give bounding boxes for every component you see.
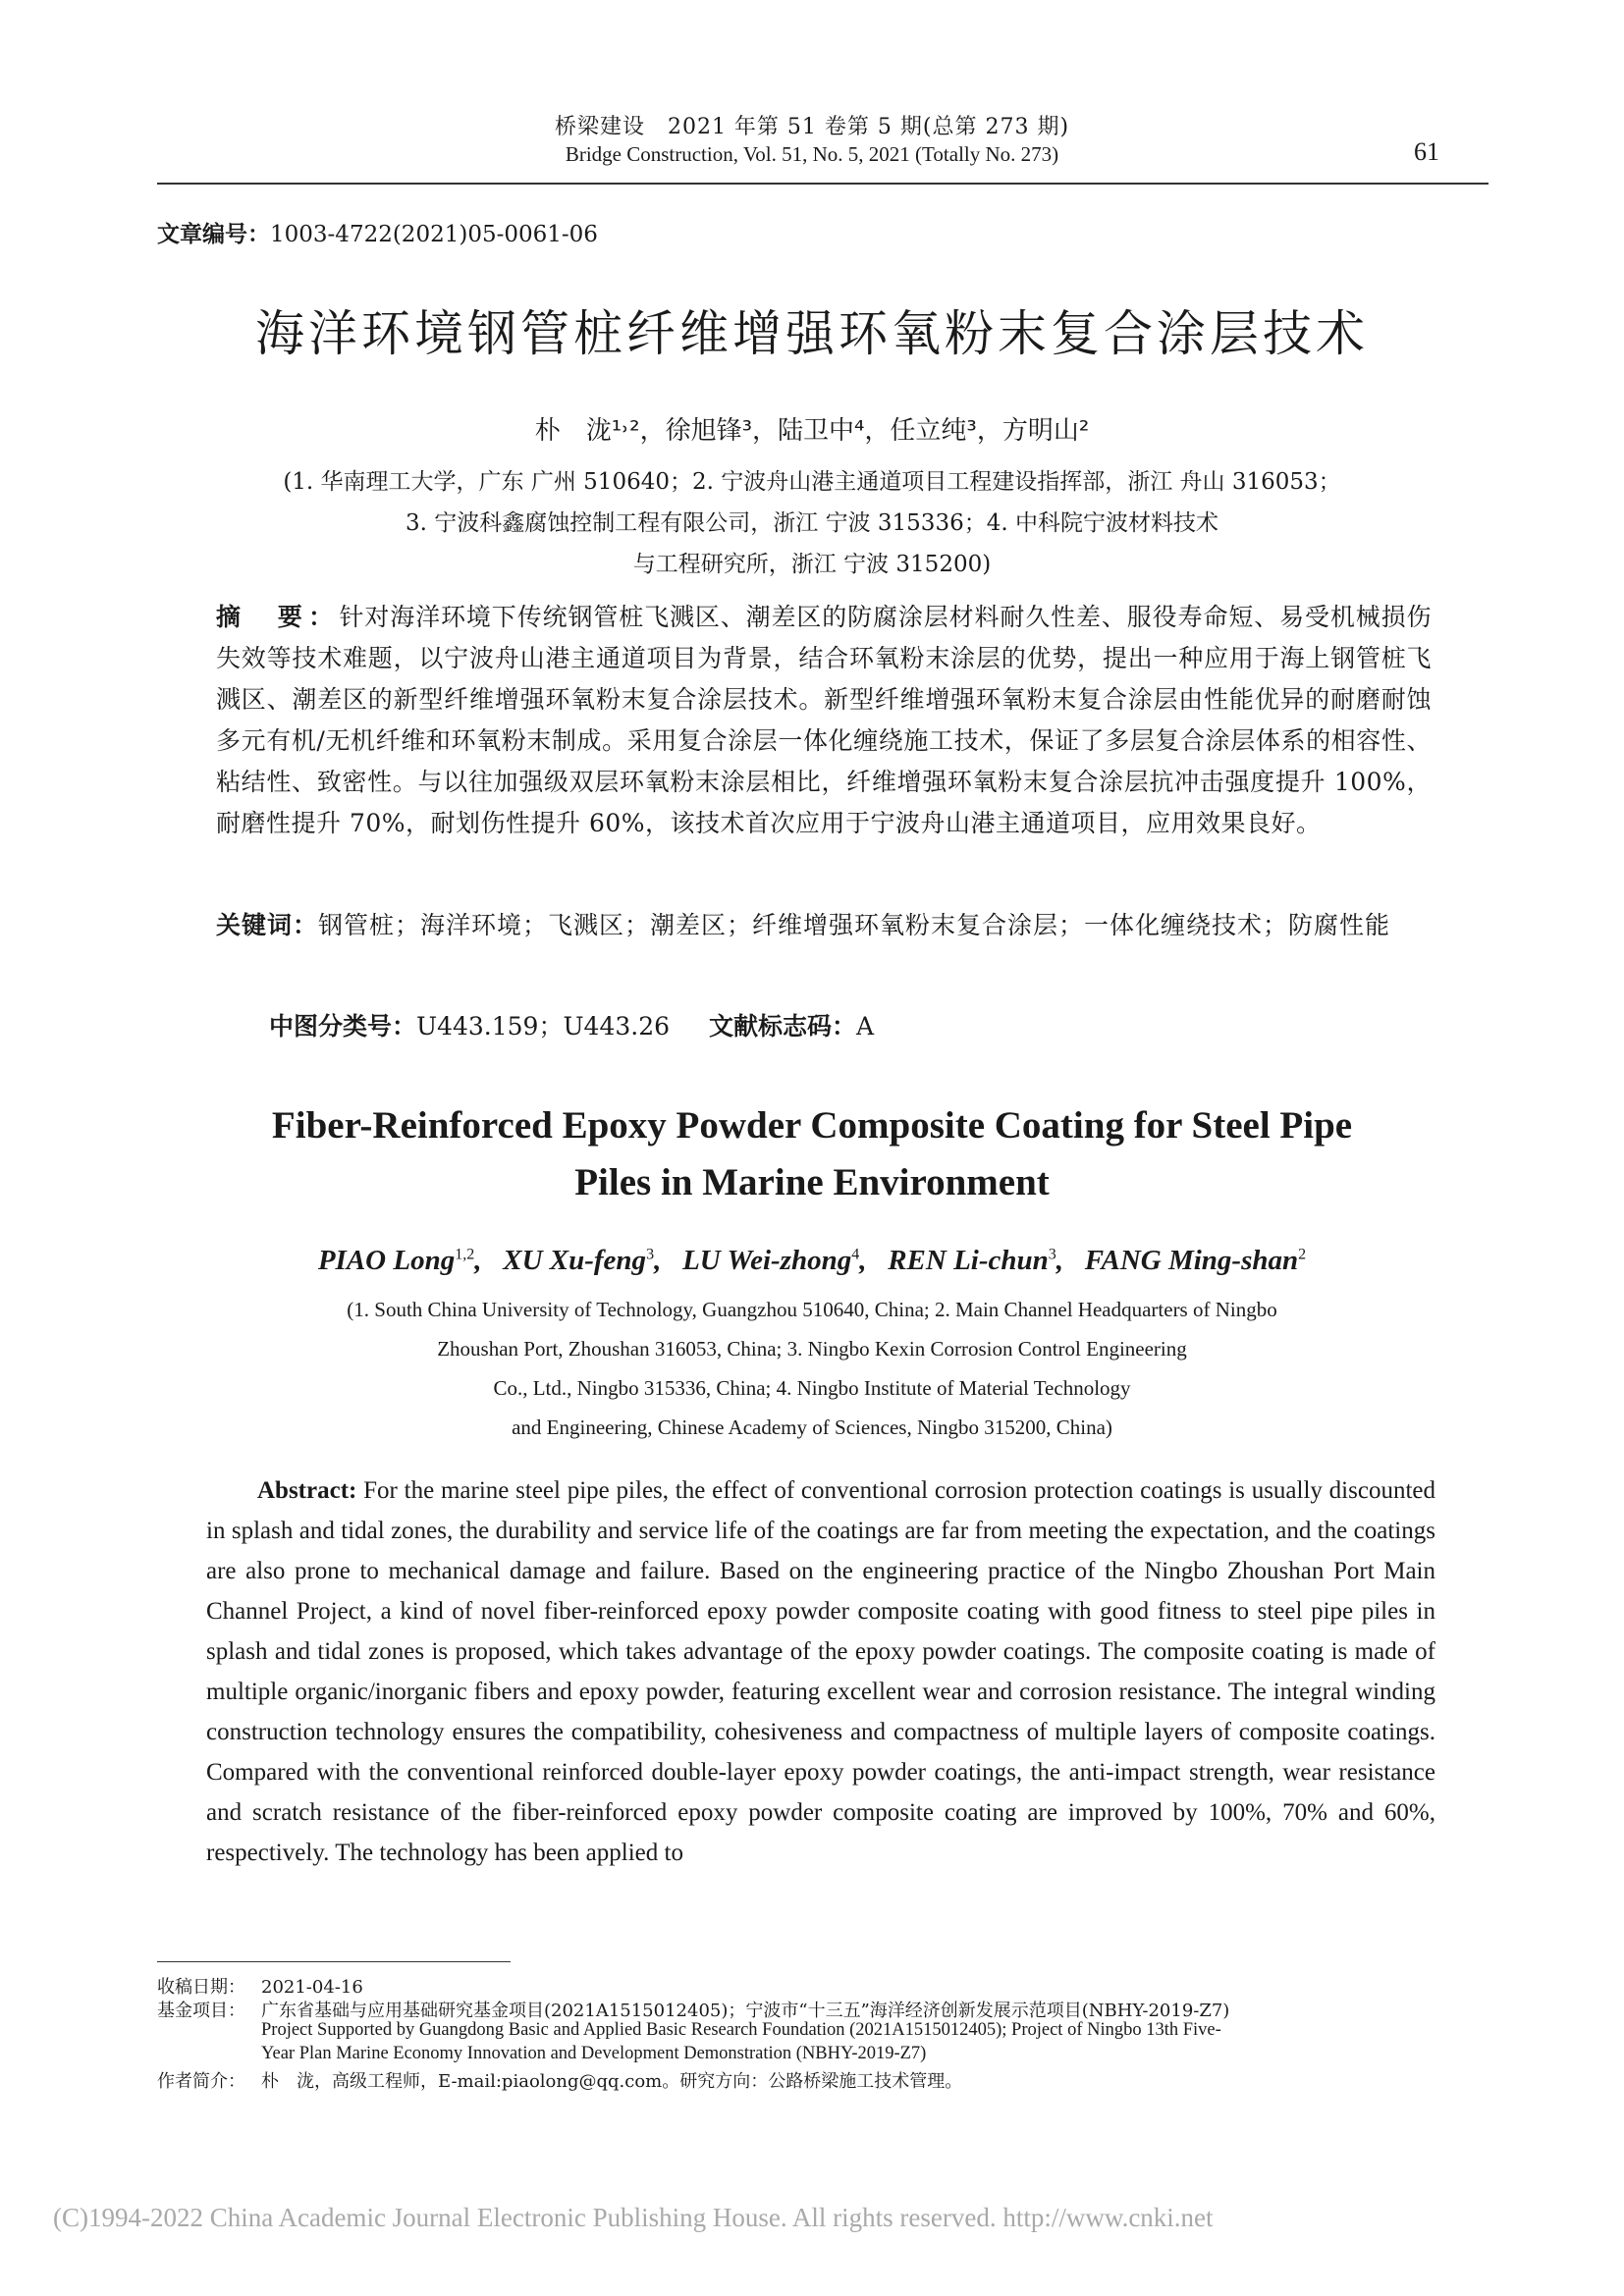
author-en: FANG Ming-shan$^2$ [1084,1245,1307,1276]
authors-cn: 朴 泷¹˒²，徐旭锋³，陆卫中⁴，任立纯³，方明山² [534,416,1090,446]
title-en [0,1097,1624,1211]
keywords-cn [216,905,1432,946]
doc-code-label: 文献标志码： [709,1012,857,1041]
footnote-rule [157,1961,511,1962]
article-number-label: 文章编号： [157,222,270,247]
abstract-cn-label: 摘 要： [216,603,340,631]
title-en-line: Piles in Marine Environment [574,1161,1050,1203]
clc-value: U443.159；U443.26 [416,1012,671,1041]
author-en: REN Li-chun$^3$ [888,1245,1056,1276]
page-number: 61 [1414,137,1439,166]
footnote-received: 收稿日期： 2021-04-16 [157,1977,363,1998]
keywords-cn-label: 关键词： [216,911,319,939]
author-en: LU Wei-zhong$^4$ [682,1245,860,1276]
abstract-cn-text: 针对海洋环境下传统钢管桩飞溅区、潮差区的防腐涂层材料耐久性差、服役寿命短、易受机械损伤失效等技术难题，以宁波舟山港主通道项目为背景，结合环氧粉末涂层的优势，提出一种应用于海上钢管桩飞溅区、潮差区的新型纤维增强环氧粉末复合涂层技术。新型纤维增强环氧粉末复合涂层由性能优异的耐磨耐蚀多元有机/无机纤维和环氧粉末制成。采用复合涂层一体化缠绕施工技术，保证了多层复合涂层体系的相容性、粘结性、致密性。与以往加强级双层环氧粉末涂层相比，纤维增强环氧粉末复合涂层抗冲击强度提升 100%，耐磨性提升 70%，耐划伤性提升 60%，该技术首次应用于宁波舟山港主通道项目，应用效果良好。 [216,603,1432,837]
abstract-en [206,1470,1435,1873]
article-number-value: 1003-4722(2021)05-0061-06 [270,222,598,247]
running-header-en: Bridge Construction, Vol. 51, No. 5, 2021 (Totally No. 273) [565,142,1059,166]
copyright-notice: (C)1994-2022 China Academic Journal Electronic Publishing House. All rights reserved. http://www.cnki.net [53,2203,1214,2232]
header-rule [157,183,1489,185]
classification-line [269,1007,874,1042]
running-header-cn: 桥梁建设 2021 年第 51 卷第 5 期(总第 273 期) [554,115,1070,139]
abstract-en-text: For the marine steel pipe piles, the effect of conventional corrosion protection coatings is usually discounted in splash and tidal zones, the durability and service life of the coatings are far from meeting the expectation, and the coatings are also prone to mechanical damage and failure. Based on the engineering practice of the Ningbo Zhoushan Port Main Channel Project, a kind of novel fiber-reinforced epoxy powder composite coating with good fitness to steel pipe piles in splash and tidal zones is proposed, which takes advantage of the epoxy powder coatings. The composite coating is made of multiple organic/inorganic fibers and epoxy powder, featuring excellent wear and corrosion resistance. The integral winding construction technology ensures the compatibility, cohesiveness and compactness of multiple layers of composite coatings. Compared with the conventional reinforced double-layer epoxy powder coatings, the anti-impact strength, wear resistance and scratch resistance of the fiber-reinforced epoxy powder composite coating are improved by 100%, 70% and 60%, respectively. The technology has been applied to [206,1477,1435,1866]
authors-en: PIAO Long$^{1,2}$, XU Xu-feng$^3$, LU Wei-zhong$^4$, REN Li-chun$^3$, FANG Ming-shan$^2$ [317,1245,1307,1276]
abstract-en-label: Abstract: [257,1477,357,1504]
footnote-fund-en: Year Plan Marine Economy Innovation and Development Demonstration (NBHY-2019-Z7) [261,2044,927,2063]
clc-label: 中图分类号： [269,1012,417,1041]
title-cn: 海洋环境钢管桩纤维增强环氧粉末复合涂层技术 [255,305,1369,362]
affiliation-en-line: (1. South China University of Technology, Guangzhou 510640, China; 2. Main Channel Headquarters of Ningbo [347,1298,1277,1321]
title-en-line: Fiber-Reinforced Epoxy Powder Composite Coating for Steel Pipe [271,1104,1353,1147]
affiliation-cn-line: 3. 宁波科鑫腐蚀控制工程有限公司，浙江 宁波 315336；4. 中科院宁波材料技术 [406,510,1218,536]
affiliation-en-line: and Engineering, Chinese Academy of Sciences, Ningbo 315200, China) [512,1415,1112,1439]
affiliation-en-line: Zhoushan Port, Zhoushan 316053, China; 3. Ningbo Kexin Corrosion Control Engineering [437,1337,1187,1361]
footnote-fund-en: Project Supported by Guangdong Basic and Applied Basic Research Foundation (2021A1515012405); Project of Ningbo 13th Five- [261,2020,1221,2040]
author-en: XU Xu-feng$^3$ [503,1245,655,1276]
keywords-cn-text: 钢管桩；海洋环境；飞溅区；潮差区；纤维增强环氧粉末复合涂层；一体化缠绕技术；防腐性能 [318,911,1391,939]
footnote-fund-cn: 基金项目： 广东省基础与应用基础研究基金项目(2021A1515012405)；宁波市“十三五”海洋经济创新发展示范项目(NBHY-2019-Z7) [157,2001,1230,2021]
affiliation-cn-line: (1. 华南理工大学，广东 广州 510640；2. 宁波舟山港主通道项目工程建设指挥部，浙江 舟山 316053； [283,469,1341,495]
author-en: PIAO Long$^{1,2}$ [317,1245,475,1276]
affiliation-en-line: Co., Ltd., Ningbo 315336, China; 4. Ningbo Institute of Material Technology [493,1376,1131,1400]
affiliation-cn-line: 与工程研究所，浙江 宁波 315200) [632,552,992,577]
article-number [157,216,598,248]
footnote-author-bio: 作者简介： 朴 泷，高级工程师，E-mail:piaolong@qq.com。研究方向：公路桥梁施工技术管理。 [157,2071,963,2092]
doc-code-value: A [856,1012,875,1041]
abstract-cn [216,597,1432,844]
